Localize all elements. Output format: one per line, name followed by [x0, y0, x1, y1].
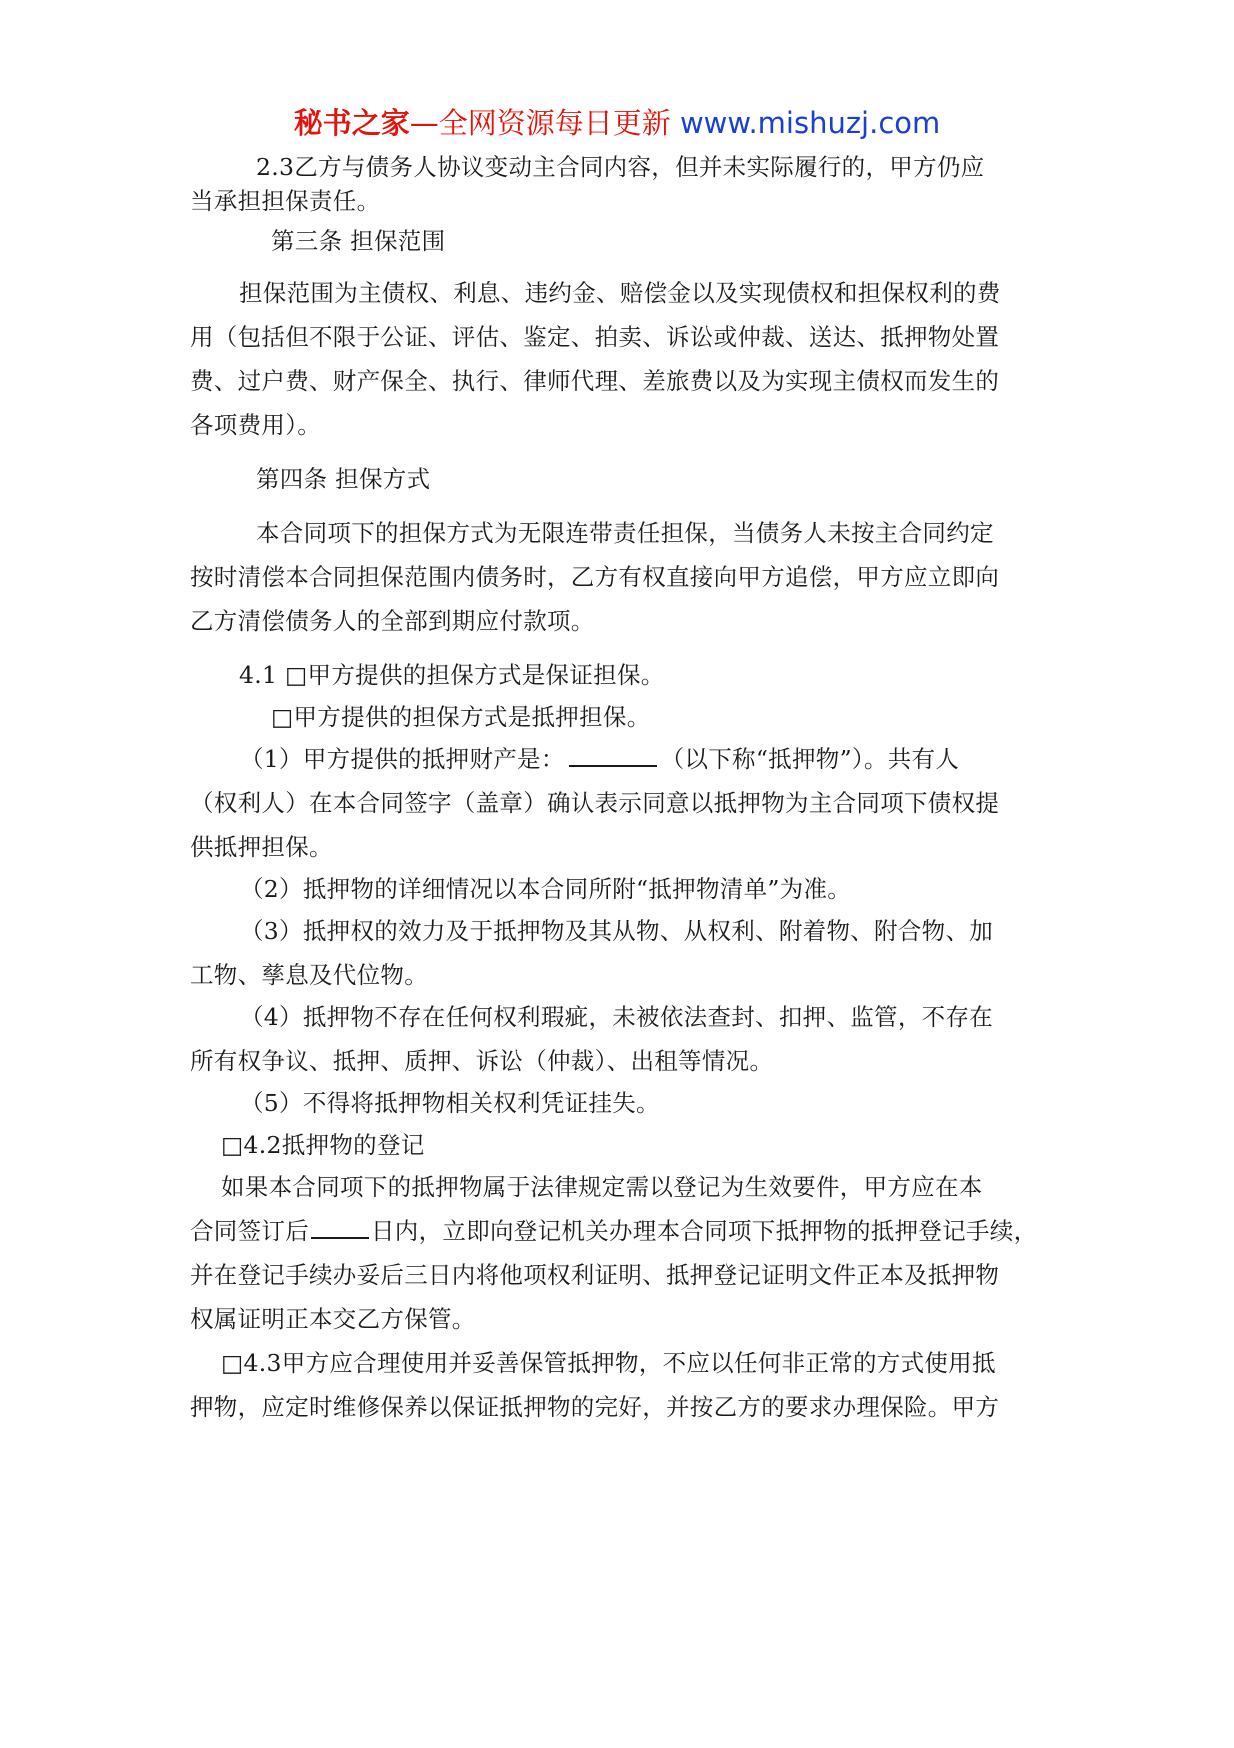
option-line: 4.1 □甲方提供的担保方式是保证担保。 — [239, 661, 665, 689]
clause-text: 日内，立即向登记机关办理本合同项下抵押物的抵押登记手续， — [371, 1217, 1038, 1245]
banner-brand: 秘书之家 — [293, 106, 410, 140]
section-heading: 第四条 担保方式 — [256, 465, 431, 493]
paragraph-line: 押物，应定时维修保养以保证抵押物的完好，并按乙方的要求办理保险。甲方 — [190, 1393, 1000, 1421]
paragraph-line: 用（包括但不限于公证、评估、鉴定、拍卖、诉讼或仲裁、送达、抵押物处置 — [190, 323, 1000, 351]
paragraph-line: 2.3乙方与债务人协议变动主合同内容，但并未实际履行的，甲方仍应 — [256, 153, 985, 181]
paragraph-line: 各项费用）。 — [190, 411, 322, 439]
clause-line: （3）抵押权的效力及于抵押物及其从物、从权利、附着物、附合物、加 — [240, 917, 994, 945]
paragraph-line: 担保范围为主债权、利息、违约金、赔偿金以及实现债权和担保权利的费 — [239, 279, 1001, 307]
clause-line: （4）抵押物不存在任何权利瑕疵，未被依法查封、扣押、监管，不存在 — [240, 1003, 994, 1031]
fill-in-blank[interactable] — [569, 743, 657, 767]
paragraph-line: 供抵押担保。 — [190, 833, 333, 861]
paragraph-line: 当承担担保责任。 — [190, 187, 381, 215]
fill-in-blank[interactable] — [311, 1215, 369, 1239]
clause-line: （2）抵押物的详细情况以本合同所附“抵押物清单”为准。 — [240, 875, 852, 903]
section-heading: 第三条 担保范围 — [271, 227, 446, 255]
paragraph-line: 权属证明正本交乙方保管。 — [190, 1305, 476, 1333]
clause-line — [240, 742, 959, 776]
paragraph-line: 乙方清偿债务人的全部到期应付款项。 — [190, 607, 595, 635]
paragraph-line: 本合同项下的担保方式为无限连带责任担保，当债务人未按主合同约定 — [256, 519, 994, 547]
option-line: □4.2抵押物的登记 — [221, 1131, 425, 1159]
clause-text: （1）甲方提供的抵押财产是： — [240, 745, 565, 773]
paragraph-line: 如果本合同项下的抵押物属于法律规定需以登记为生效要件，甲方应在本 — [221, 1173, 983, 1201]
clause-line: （5）不得将抵押物相关权利凭证挂失。 — [240, 1089, 660, 1117]
banner-slogan: —全网资源每日更新 — [409, 106, 680, 140]
option-line: □4.3甲方应合理使用并妥善保管抵押物，不应以任何非正常的方式使用抵 — [221, 1349, 996, 1377]
paragraph-line: 工物、孳息及代位物。 — [190, 961, 428, 989]
clause-text: （以下称“抵押物”）。共有人 — [660, 745, 960, 773]
paragraph-line: 按时清偿本合同担保范围内债务时，乙方有权直接向甲方追偿，甲方应立即向 — [190, 563, 1000, 591]
paragraph-line: 所有权争议、抵押、质押、诉讼（仲裁）、出租等情况。 — [190, 1047, 774, 1075]
clause-line — [190, 1214, 1037, 1248]
paragraph-line: 并在登记手续办妥后三日内将他项权利证明、抵押登记证明文件正本及抵押物 — [190, 1261, 1000, 1289]
site-banner — [0, 103, 1234, 143]
clause-text: 合同签订后 — [190, 1217, 309, 1245]
banner-url-link[interactable]: www.mishuzj.com — [679, 106, 941, 140]
option-line: □甲方提供的担保方式是抵押担保。 — [271, 703, 651, 731]
paragraph-line: 费、过户费、财产保全、执行、律师代理、差旅费以及为实现主债权而发生的 — [190, 367, 1000, 395]
paragraph-line: （权利人）在本合同签字（盖章）确认表示同意以抵押物为主合同项下债权提 — [190, 789, 1000, 817]
